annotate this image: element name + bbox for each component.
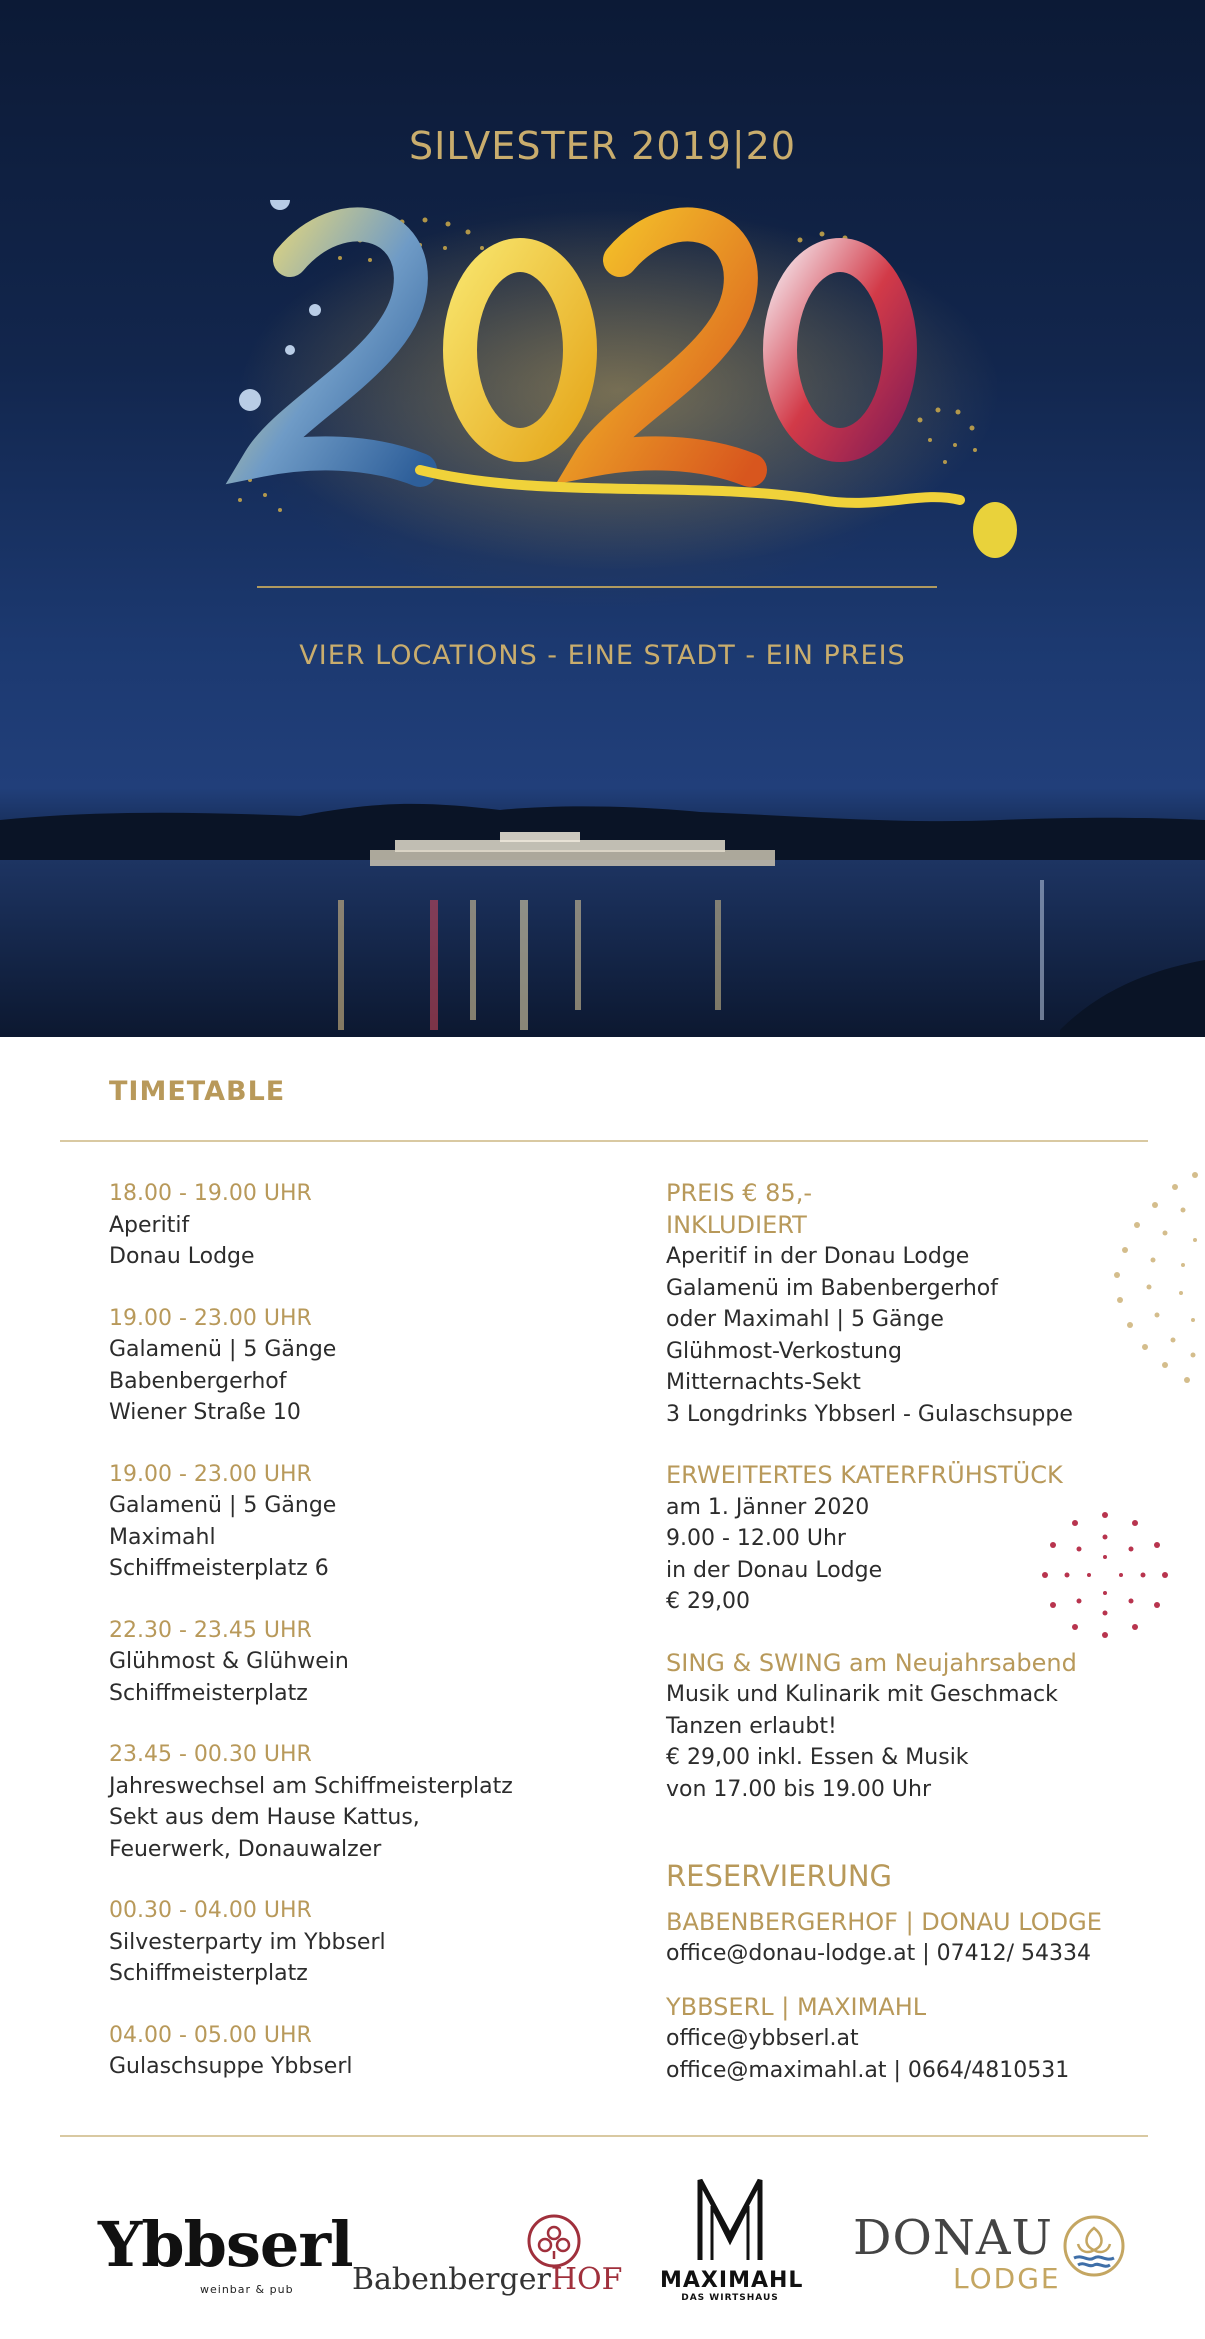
lodge-wordmark: LODGE [953,2262,1061,2295]
reservation-label: BABENBERGERHOF | DONAU LODGE [666,1907,1102,1936]
timetable-entry [109,1459,629,1585]
donau-lodge-emblem-icon [1062,2214,1126,2278]
timetable-divider-top [60,1140,1148,1142]
price-line: Mitternachts-Sekt [666,1370,861,1395]
event-title: SILVESTER 2019|20 [408,124,797,168]
entry-line: Galamenü | 5 Gänge [109,1337,337,1362]
entry-line: Babenbergerhof [109,1368,287,1394]
ybbserl-tagline: weinbar & pub [200,2283,294,2296]
timetable-entry [109,2020,629,2083]
reservation-contact[interactable]: office@donau-lodge.at | 07412/ 54334 [666,1941,1092,1966]
entry-time: 04.00 - 05.00 UHR [109,2022,312,2048]
entry-line: Feuerwerk, Donauwalzer [109,1836,382,1862]
babenbergerhof-wordmark [352,2262,622,2297]
hero-banner [0,0,1205,1037]
maximahl-wordmark: MAXIMAHL [660,2268,804,2293]
swing-line: Musik und Kulinarik mit Geschmack [666,1682,1058,1707]
timetable-heading: TIMETABLE [109,1076,286,1107]
gold-firework-decoration [1105,1165,1205,1395]
entry-line: Gulaschsuppe Ybbserl [109,2054,353,2079]
entry-line: Schiffmeisterplatz [109,1680,308,1706]
entry-time: 00.30 - 04.00 UHR [109,1898,312,1923]
price-line: oder Maximahl | 5 Gänge [666,1307,944,1332]
timetable-entry [109,1303,629,1429]
entry-line: Silvesterparty im Ybbserl [109,1929,386,1955]
donau-wordmark: DONAU [853,2210,1053,2266]
brunch-line: € 29,00 [666,1589,750,1614]
price-line: Glühmost-Verkostung [666,1338,902,1364]
ybbserl-wordmark: Ybbserl [98,2208,353,2281]
timetable-entry [109,1615,629,1710]
entry-line: Sekt aus dem Hause Kattus, [109,1805,420,1830]
red-firework-decoration [1035,1505,1175,1645]
price-line: Galamenü im Babenbergerhof [666,1275,998,1301]
reservation-title: RESERVIERUNG [666,1859,893,1893]
swing-line: von 17.00 bis 19.00 Uhr [666,1776,931,1802]
entry-time: 18.00 - 19.00 UHR [109,1181,312,1206]
babenbergerhof-hof: HOF [550,2262,623,2297]
entry-line: Galamenü | 5 Gänge [109,1493,337,1518]
swing-line: € 29,00 inkl. Essen & Musik [666,1745,969,1770]
year-artwork [220,200,1040,600]
entry-time: 22.30 - 23.45 UHR [109,1617,312,1643]
maximahl-tagline: DAS WIRTSHAUS [681,2293,779,2303]
reservation-block [666,1861,1146,2086]
entry-line: Donau Lodge [109,1244,255,1269]
reservation-contact[interactable]: office@ybbserl.at [666,2026,859,2051]
swing-line: Tanzen erlaubt! [666,1713,837,1739]
entry-time: 23.45 - 00.30 UHR [109,1742,312,1767]
river-night-scene [0,790,1205,1037]
timetable-entry [109,1739,629,1865]
swing-title: SING & SWING am Neujahrsabend [666,1648,1077,1677]
reservation-label: YBBSERL | MAXIMAHL [666,1992,927,2021]
entry-line: Schiffmeisterplatz [109,1961,308,1986]
entry-line: Jahreswechsel am Schiffmeisterplatz [109,1773,513,1799]
event-subtitle: VIER LOCATIONS - EINE STADT - EIN PREIS [299,640,906,671]
entry-line: Glühmost & Glühwein [109,1649,349,1674]
entry-time: 19.00 - 23.00 UHR [109,1305,312,1331]
reservation-group [666,1907,1146,1970]
timetable-entry [109,1895,629,1990]
babenbergerhof-name: Babenberger [352,2262,551,2297]
price-line: Aperitif in der Donau Lodge [666,1244,970,1269]
price-block [666,1178,1146,1430]
brunch-line: 9.00 - 12.00 Uhr [666,1526,846,1551]
hero-divider [257,586,937,588]
entry-line: Wiener Straße 10 [109,1400,301,1425]
brunch-line: in der Donau Lodge [666,1557,883,1583]
reservation-group [666,1992,1146,2087]
maximahl-m-monogram-icon [694,2176,766,2262]
logos-divider [60,2135,1148,2137]
price-subtitle: INKLUDIERT [666,1210,807,1239]
entry-line: Schiffmeisterplatz 6 [109,1556,329,1581]
swing-block [666,1648,1146,1806]
reservation-contact[interactable]: office@maximahl.at | 0664/4810531 [666,2057,1070,2083]
brunch-title: ERWEITERTES KATERFRÜHSTÜCK [666,1461,1063,1489]
timetable-list [109,1178,629,2113]
timetable-entry [109,1178,629,1273]
price-line: 3 Longdrinks Ybbserl - Gulaschsuppe [666,1401,1073,1427]
babenbergerhof-emblem-icon [526,2213,582,2269]
entry-line: Aperitif [109,1212,190,1238]
entry-line: Maximahl [109,1524,216,1550]
entry-time: 19.00 - 23.00 UHR [109,1461,312,1487]
price-title: PREIS € 85,- [666,1179,812,1207]
brunch-line: am 1. Jänner 2020 [666,1494,870,1520]
